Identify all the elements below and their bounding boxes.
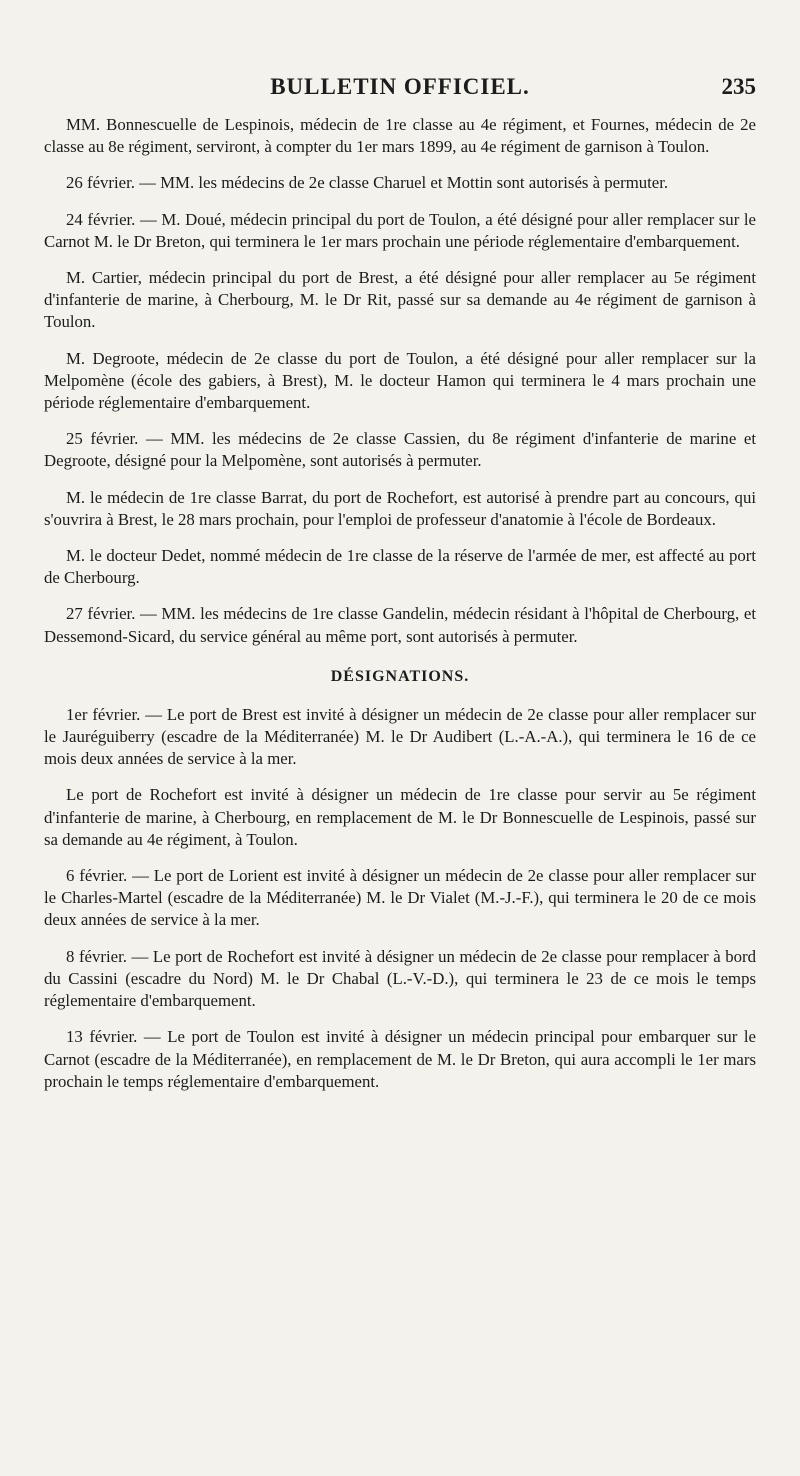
paragraph: 24 février. — M. Doué, médecin principal du port de Toulon, a été désigné pour aller remplacer sur le Carnot M. le Dr Breton, qui terminera le 1er mars prochain une période réglementaire d'embarquement.: [44, 209, 756, 251]
paragraph: M. le médecin de 1re classe Barrat, du port de Rochefort, est autorisé à prendre part au concours, qui s'ouvrira à Brest, le 28 mars prochain, pour l'emploi de professeur d'anatomie à l'école de Bordeaux.: [44, 487, 756, 529]
paragraph: 25 février. — MM. les médecins de 2e classe Cassien, du 8e régiment d'infanterie de marine et Degroote, désigné pour la Melpomène, sont autorisés à permuter.: [44, 429, 756, 471]
paragraph: 8 février. — Le port de Rochefort est invité à désigner un médecin de 2e classe pour remplacer à bord du Cassini (escadre du Nord) M. le Dr Chabal (L.-V.-D.), qui terminera le 23 de ce mois le temps réglementaire d'embarquement.: [44, 946, 756, 1011]
paragraph: M. Cartier, médecin principal du port de Brest, a été désigné pour aller remplacer au 5e régiment d'infanterie de marine, à Cherbourg, M. le Dr Rit, passé sur sa demande au 4e régiment de garnison à Toulon.: [44, 268, 756, 332]
section-heading: DÉSIGNATIONS.: [330, 667, 470, 685]
page-number: 235: [721, 74, 756, 99]
paragraph: 1er février. — Le port de Brest est invité à désigner un médecin de 2e classe pour aller remplacer sur le Jauréguiberry (escadre de la Méditerranée) M. le Dr Audibert (L.-A.-A.), qui terminera le 16 de ce mois deux années de service à la mer.: [44, 704, 756, 769]
paragraph: M. le docteur Dedet, nommé médecin de 1re classe de la réserve de l'armée de mer, est affecté au port de Cherbourg.: [44, 546, 756, 588]
nominations-section: [44, 114, 756, 648]
paragraph: 27 février. — MM. les médecins de 1re classe Gandelin, médecin résidant à l'hôpital de Cherbourg, et Dessemond-Sicard, du service général au même port, sont autorisés à permuter.: [44, 604, 756, 646]
paragraph: 6 février. — Le port de Lorient est invité à désigner un médecin de 2e classe pour aller remplacer sur le Charles-Martel (escadre de la Méditerranée) M. le Dr Vialet (M.-J.-F.), qui terminera le 20 de ce mois deux années de service à la mer.: [44, 866, 756, 930]
paragraph: MM. Bonnescuelle de Lespinois, médecin de 1re classe au 4e régiment, et Fournes, médecin de 2e classe au 8e régiment, serviront, à compter du 1er mars 1899, au 4e régiment de garnison à Toulon.: [44, 115, 756, 157]
designations-section: [44, 704, 756, 1093]
document-page: [44, 74, 756, 1107]
paragraph: 13 février. — Le port de Toulon est invité à désigner un médecin principal pour embarquer sur le Carnot (escadre de la Méditerranée), en remplacement de M. le Dr Breton, qui aura accompli le 1er mars prochain le temps réglementaire d'embarquement.: [44, 1027, 756, 1091]
page-header: [44, 74, 756, 114]
paragraph: 26 février. — MM. les médecins de 2e classe Charuel et Mottin sont autorisés à permuter.: [66, 173, 669, 193]
paragraph: M. Degroote, médecin de 2e classe du port de Toulon, a été désigné pour aller remplacer sur la Melpomène (école des gabiers, à Brest), M. le docteur Hamon qui terminera le 4 mars prochain une période réglementaire d'embarquement.: [44, 348, 756, 413]
paragraph: Le port de Rochefort est invité à désigner un médecin de 1re classe pour servir au 5e régiment d'infanterie de marine, à Cherbourg, en remplacement de M. le Dr Bonnescuelle de Lespinois, passé sur sa demande au 4e régiment, à Toulon.: [44, 785, 756, 849]
running-title: BULLETIN OFFICIEL.: [270, 74, 530, 99]
